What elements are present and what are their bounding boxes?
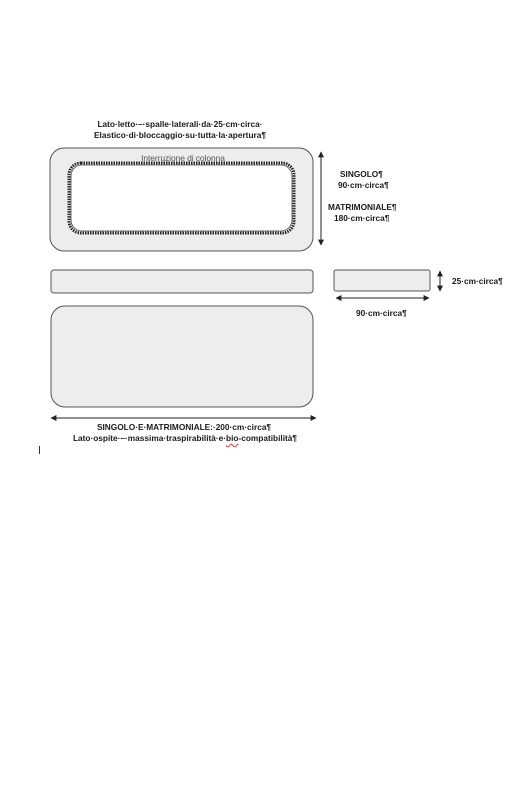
- singolo-value: 90·cm·circa¶: [338, 180, 389, 190]
- side-panel-height-label: 25·cm·circa¶: [452, 276, 503, 286]
- text-cursor: [39, 446, 40, 454]
- bottom-panel: [51, 306, 313, 407]
- matrimoniale-title: MATRIMONIALE¶: [328, 202, 397, 212]
- column-break-label: Interruzione di colonna: [141, 153, 225, 163]
- spellcheck-flagged-word: bio: [226, 433, 239, 443]
- top-caption-line1: Lato·letto·–·spalle·laterali·da·25·cm·circa·: [97, 119, 263, 129]
- elastic-opening: [69, 163, 294, 233]
- side-panel-small: [334, 270, 430, 291]
- bottom-caption-line2-start: Lato·ospite·–·massima·traspirabilità·e·: [72, 433, 227, 443]
- top-caption-line2: Elastico·di·bloccaggio·su·tutta·la·apertura¶: [94, 130, 266, 140]
- side-panel-width-label: 90·cm·circa¶: [356, 308, 407, 318]
- bottom-caption-line2: [50, 433, 320, 444]
- side-band-strip: [51, 270, 313, 293]
- bottom-caption-line1: SINGOLO·E·MATRIMONIALE:·200·cm·circa¶: [96, 422, 272, 432]
- matrimoniale-value: 180·cm·circa¶: [334, 213, 390, 223]
- singolo-title: SINGOLO¶: [340, 169, 383, 179]
- bottom-caption-line2-end: -compatibilità¶: [238, 433, 298, 443]
